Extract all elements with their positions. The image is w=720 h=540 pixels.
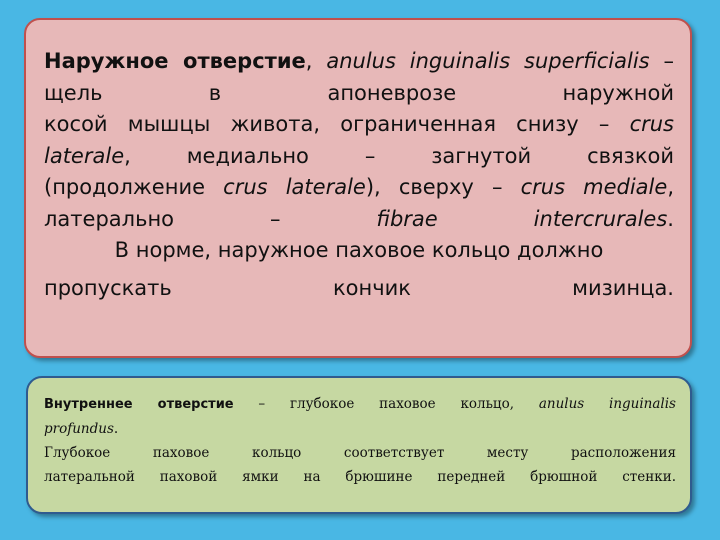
card2-line-4: латеральной паховой ямки на брюшине передней брюшной стенки. (44, 469, 676, 485)
card2-line-2: profundus. (44, 421, 119, 437)
card1-line-4: laterale, медиально – загнутой связкой (44, 143, 674, 168)
card1-line-2: щель в апоневрозе наружной (44, 80, 674, 105)
card1-line-1: Наружное отверстие, anulus inguinalis superficialis – (44, 49, 674, 73)
latin-term: anulus inguinalis superficialis (326, 49, 650, 73)
card1-line-6: латерально – fibrae intercrurales. (44, 206, 674, 231)
internal-opening-term: Внутреннее отверстие (44, 397, 234, 412)
card1-line-3: косой мышцы живота, ограниченная снизу – crus (44, 112, 674, 136)
card2-line-1: Внутреннее отверстие – глубокое паховое кольцо, anulus inguinalis (44, 396, 676, 412)
card1-line-8: пропускать кончик мизинца. (44, 275, 674, 300)
internal-opening-card (26, 376, 692, 514)
external-opening-term: Наружное отверстие (44, 49, 306, 73)
card2-line-3: Глубокое паховое кольцо соответствует месту расположения (44, 445, 676, 461)
card1-line-7: В норме, наружное паховое кольцо должно (114, 238, 604, 262)
card1-line-5: (продолжение crus laterale), сверху – crus mediale, (44, 175, 674, 199)
external-opening-card (24, 18, 692, 358)
